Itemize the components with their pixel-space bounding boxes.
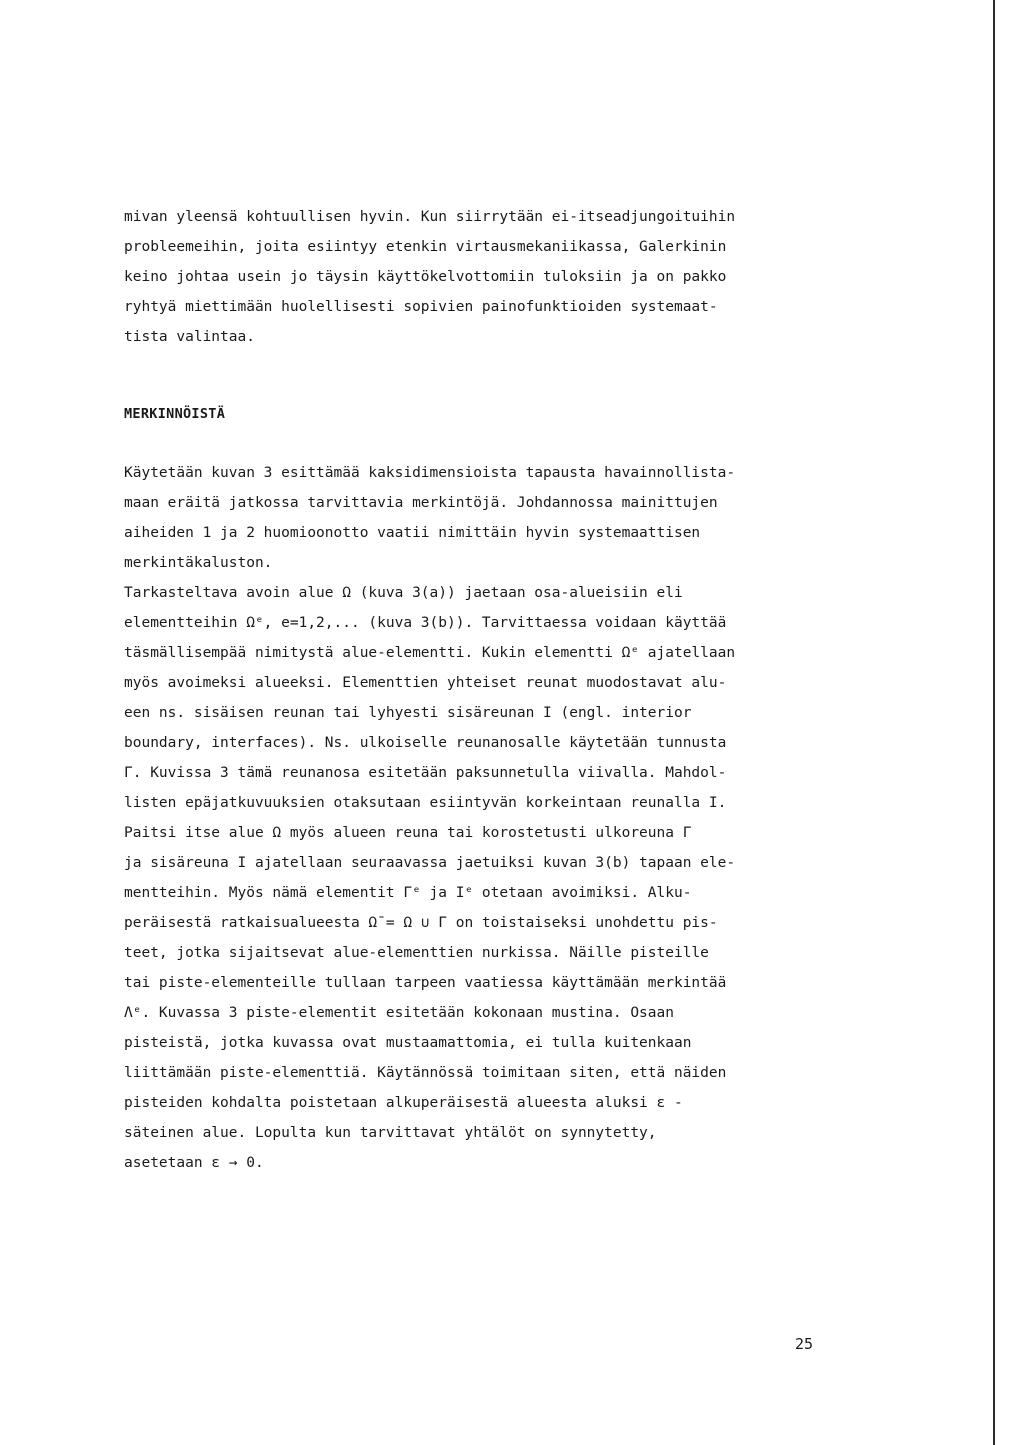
- paragraph-domain-elements: Tarkasteltava avoin alue Ω (kuva 3(a)) jaetaan osa-alueisiin eli elementteihin Ωᵉ, e=1,2,... (kuva 3(b)). Tarvittaessa voidaan käyttää täsmällisempää nimitystä alue-elementti. Kukin elementti Ωᵉ ajatellaan myös avoimeksi alueeksi. Elementtien yhteiset reunat muodostavat alu- een ns. sisäisen reunan tai lyhyesti sisäreunan I (engl. interior boundary, interfaces). Ns. ulkoiselle reunanosalle käytetään tunnusta Γ. Kuvissa 3 tämä reunanosa esitetään paksunnetulla viivalla. Mahdol- listen epäjatkuvuuksien otaksutaan esiintyvän korkeintaan reunalla I.: [124, 585, 736, 811]
- intro-paragraph: mivan yleensä kohtuullisen hyvin. Kun siirrytään ei-itseadjungoituihin probleemeihin, joita esiintyy etenkin virtausmekaniikassa, Galerkinin keino johtaa usein jo täysin käyttökelvottomiin tuloksiin ja on pakko ryhtyä miettimään huolellisesti sopivien painofunktioiden systemaat- tista valintaa.: [124, 209, 736, 345]
- paragraph-boundary-elements: Paitsi itse alue Ω myös alueen reuna tai korostetusti ulkoreuna Γ ja sisäreuna I ajatellaan seuraavassa jaetuiksi kuvan 3(b) tapaan ele- mentteihin. Myös nämä elementit Γᵉ ja Iᵉ otetaan avoimiksi. Alku- peräisestä ratkaisualueesta Ω̄ = Ω ∪ Γ on toistaiseksi unohdettu pis- teet, jotka sijaitsevat alue-elementtien nurkissa. Näille pisteille tai piste-elementeille tullaan tarpeen vaatiessa käyttämään merkintää Λᵉ. Kuvassa 3 piste-elementit esitetään kokonaan mustina. Osaan pisteistä, jotka kuvassa ovat mustaamattomia, ei tulla kuitenkaan liittämään piste-elementtiä. Käytännössä toimitaan siten, että näiden pisteiden kohdalta poistetaan alkuperäisestä alueesta aluksi ε - säteinen alue. Lopulta kun tarvittavat yhtälöt on synnytetty, asetetaan ε → 0.: [124, 825, 736, 1171]
- document-body: [124, 202, 824, 1178]
- paragraph-notation-intro: Käytetään kuvan 3 esittämää kaksidimensioista tapausta havainnollista- maan eräitä jatkossa tarvittavia merkintöjä. Johdannossa mainittujen aiheiden 1 ja 2 huomioonotto vaatii nimittäin hyvin systemaattisen merkintäkaluston.: [124, 465, 736, 571]
- section-heading: MERKINNÖISTÄ: [124, 406, 226, 422]
- scan-edge-line: [993, 0, 995, 1445]
- page-number: 25: [795, 1335, 814, 1353]
